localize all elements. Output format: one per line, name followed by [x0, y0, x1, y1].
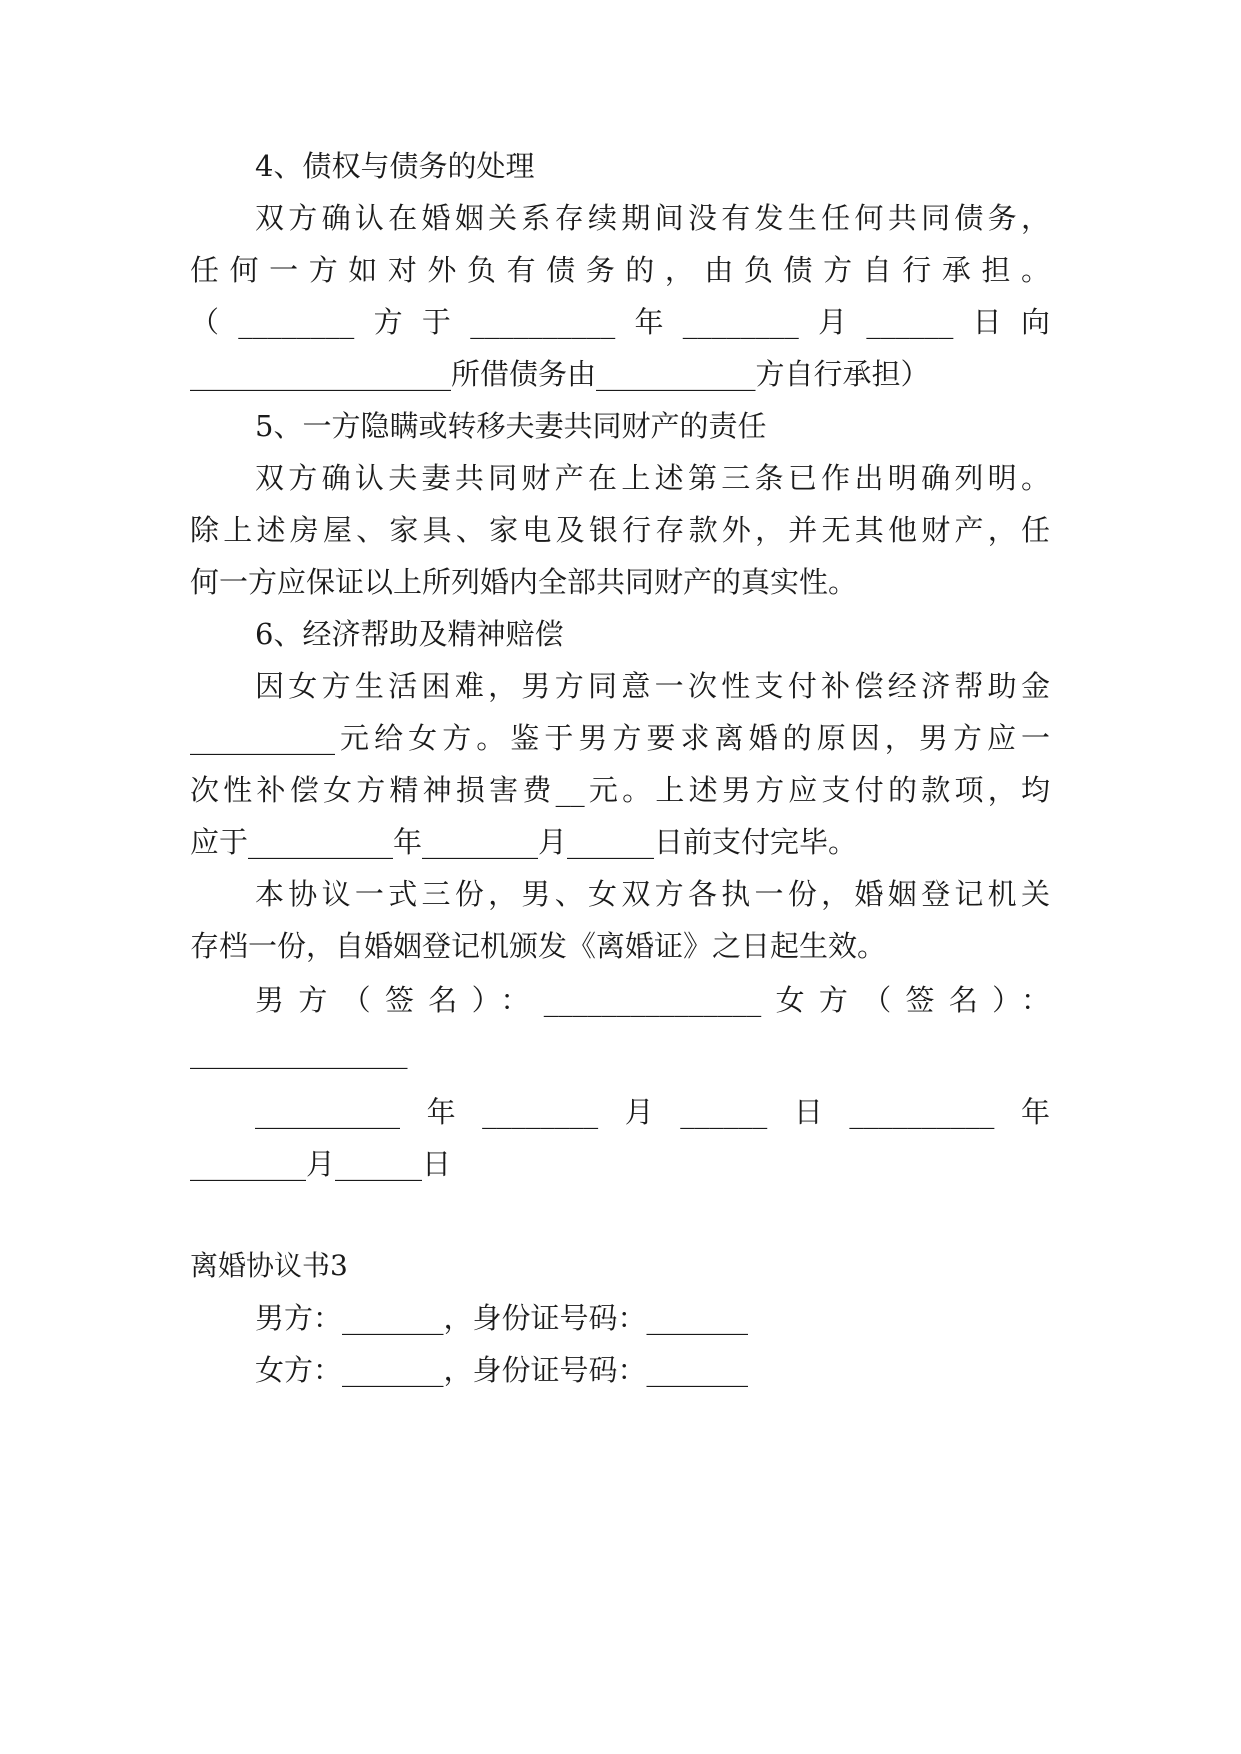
female-party-line: 女方：_______，身份证号码：_______ [255, 1353, 749, 1387]
paragraph-line: 双方确认夫妻共同财产在上述第三条已作出明确列明。 [255, 461, 1050, 495]
paragraph-line: 因女方生活困难，男方同意一次性支付补偿经济帮助金 [255, 669, 1050, 703]
paragraph-line: 应于__________年________月______日前支付完毕。 [190, 825, 858, 859]
section-heading-concealment: 5、一方隐瞒或转移夫妻共同财产的责任 [255, 409, 767, 443]
document-title: 离婚协议书3 [190, 1249, 348, 1282]
closing-line: 本协议一式三份，男、女双方各执一份，婚姻登记机关 [255, 877, 1050, 911]
paragraph-line: 任何一方如对外负有债务的，由负债方自行承担。 [190, 253, 1050, 287]
paragraph-line: （________方于__________年________月______日向 [190, 305, 1050, 339]
paragraph-line: __________________所借债务由___________方自行承担） [190, 357, 930, 391]
paragraph-line: 双方确认在婚姻关系存续期间没有发生任何共同债务， [255, 201, 1050, 235]
closing-line: 存档一份，自婚姻登记机颁发《离婚证》之日起生效。 [190, 929, 887, 963]
paragraph-line: 除上述房屋、家具、家电及银行存款外，并无其他财产，任 [190, 513, 1050, 547]
signature-line: 男方（签名）：_______________女方（签名）： [255, 983, 1050, 1017]
paragraph-line: 何一方应保证以上所列婚内全部共同财产的真实性。 [190, 565, 858, 599]
signature-blank: _______________ [190, 1035, 408, 1069]
paragraph-line: 次性补偿女方精神损害费__元。上述男方应支付的款项，均 [190, 773, 1050, 807]
date-line: __________年________月______日__________年 [255, 1095, 1050, 1129]
paragraph-line: __________元给女方。鉴于男方要求离婚的原因，男方应一 [190, 721, 1050, 755]
section-heading-compensation: 6、经济帮助及精神赔偿 [255, 617, 564, 651]
section-heading-debts: 4、债权与债务的处理 [255, 149, 535, 183]
date-line: ________月______日 [190, 1147, 452, 1181]
male-party-line: 男方：_______，身份证号码：_______ [255, 1301, 749, 1335]
